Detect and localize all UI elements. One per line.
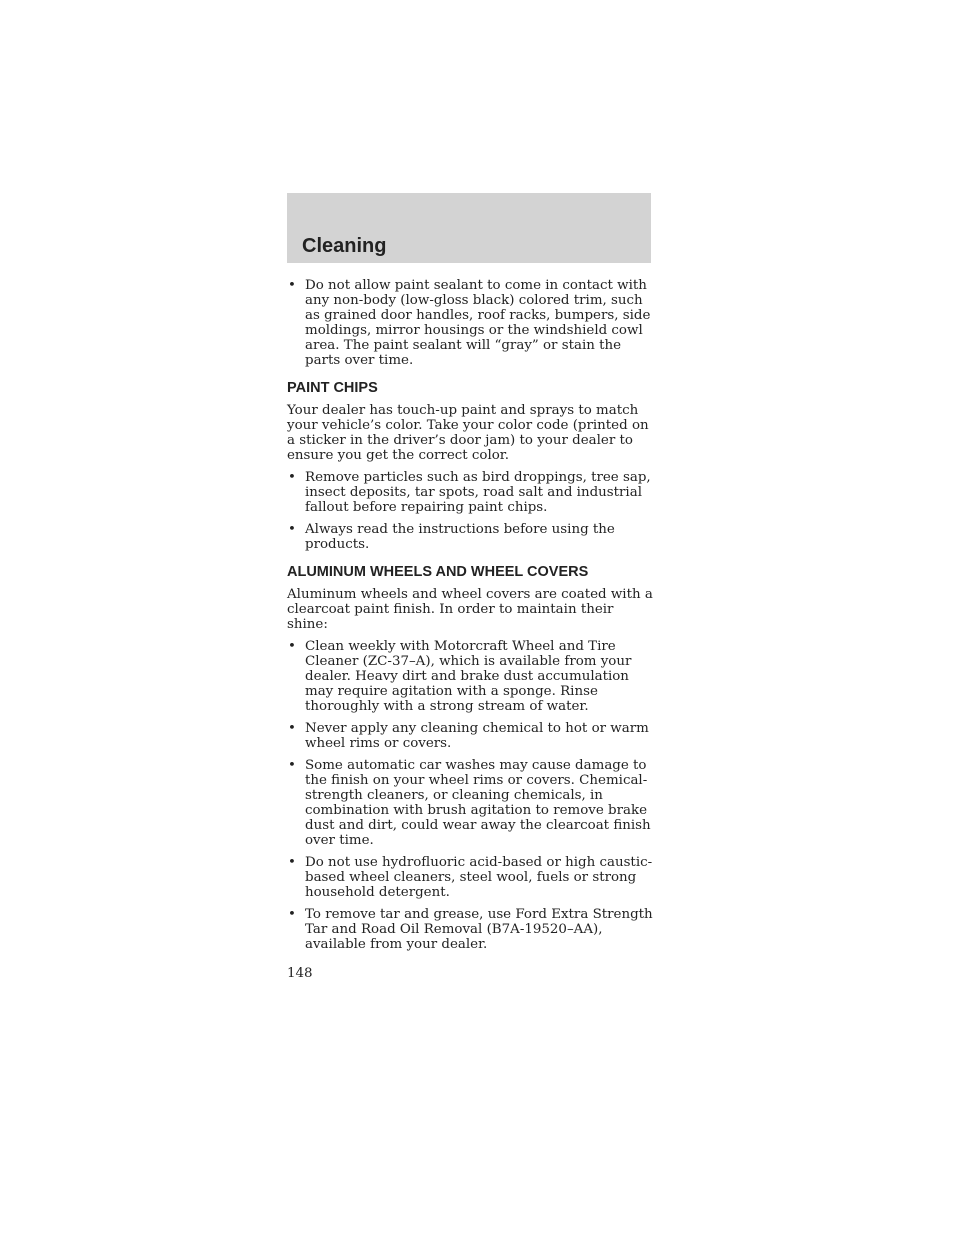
list-item (287, 278, 653, 368)
aluminum-wheels-heading: ALUMINUM WHEELS AND WHEEL COVERS (287, 564, 589, 580)
bullet-icon: • (288, 522, 296, 537)
bullet-icon: • (288, 758, 296, 773)
aluminum-wheels-bullet-list (287, 639, 653, 952)
bullet-text: To remove tar and grease, use Ford Extra Strength Tar and Road Oil Removal (B7A-19520–AA), available from your dealer. (305, 907, 653, 952)
list-item (287, 855, 653, 900)
bullet-text: Clean weekly with Motorcraft Wheel and Tire Cleaner (ZC-37–A), which is available from your dealer. Heavy dirt and brake dust accumulation may require agitation with a sponge. Rinse thoroughly with a strong stream of water. (305, 639, 632, 714)
paint-chips-heading: PAINT CHIPS (287, 380, 378, 396)
bullet-text: Do not use hydrofluoric acid-based or high caustic-based wheel cleaners, steel wool, fuels or strong household detergent. (305, 855, 653, 900)
list-item (287, 721, 653, 751)
bullet-icon: • (288, 855, 296, 870)
bullet-icon: • (288, 639, 296, 654)
bullet-icon: • (288, 907, 296, 922)
list-item (287, 907, 653, 952)
bullet-text: Never apply any cleaning chemical to hot or warm wheel rims or covers. (305, 721, 649, 751)
paint-chips-paragraph: Your dealer has touch-up paint and sprays to match your vehicle’s color. Take your color code (printed on a sticker in the driver’s door jam) to your dealer to ensure you get the correct color. (287, 403, 649, 463)
bullet-icon: • (288, 470, 296, 485)
bullet-icon: • (288, 278, 296, 293)
section-header-band (287, 193, 651, 263)
list-item (287, 522, 653, 552)
bullet-text: Do not allow paint sealant to come in contact with any non-body (low-gloss black) colored trim, such as grained door handles, roof racks, bumpers, side moldings, mirror housings or the windshield cowl area. The paint sealant will “gray” or stain the parts over time. (305, 278, 651, 368)
list-item (287, 639, 653, 714)
bullet-text: Always read the instructions before using the products. (305, 522, 615, 552)
list-item (287, 758, 653, 848)
aluminum-wheels-paragraph: Aluminum wheels and wheel covers are coated with a clearcoat paint finish. In order to maintain their shine: (287, 587, 653, 632)
bullet-text: Some automatic car washes may cause damage to the finish on your wheel rims or covers. Chemical-strength cleaners, or cleaning chemicals, in combination with brush agitation to remove brake dust and dirt, could wear away the clearcoat finish over time. (305, 758, 651, 848)
intro-bullet-list (287, 278, 653, 368)
list-item (287, 470, 653, 515)
page-number: 148 (287, 966, 313, 981)
page-content (287, 278, 653, 981)
paint-chips-bullet-list (287, 470, 653, 552)
bullet-text: Remove particles such as bird droppings, tree sap, insect deposits, tar spots, road salt and industrial fallout before repairing paint chips. (305, 470, 651, 515)
section-title: Cleaning (302, 235, 387, 257)
bullet-icon: • (288, 721, 296, 736)
